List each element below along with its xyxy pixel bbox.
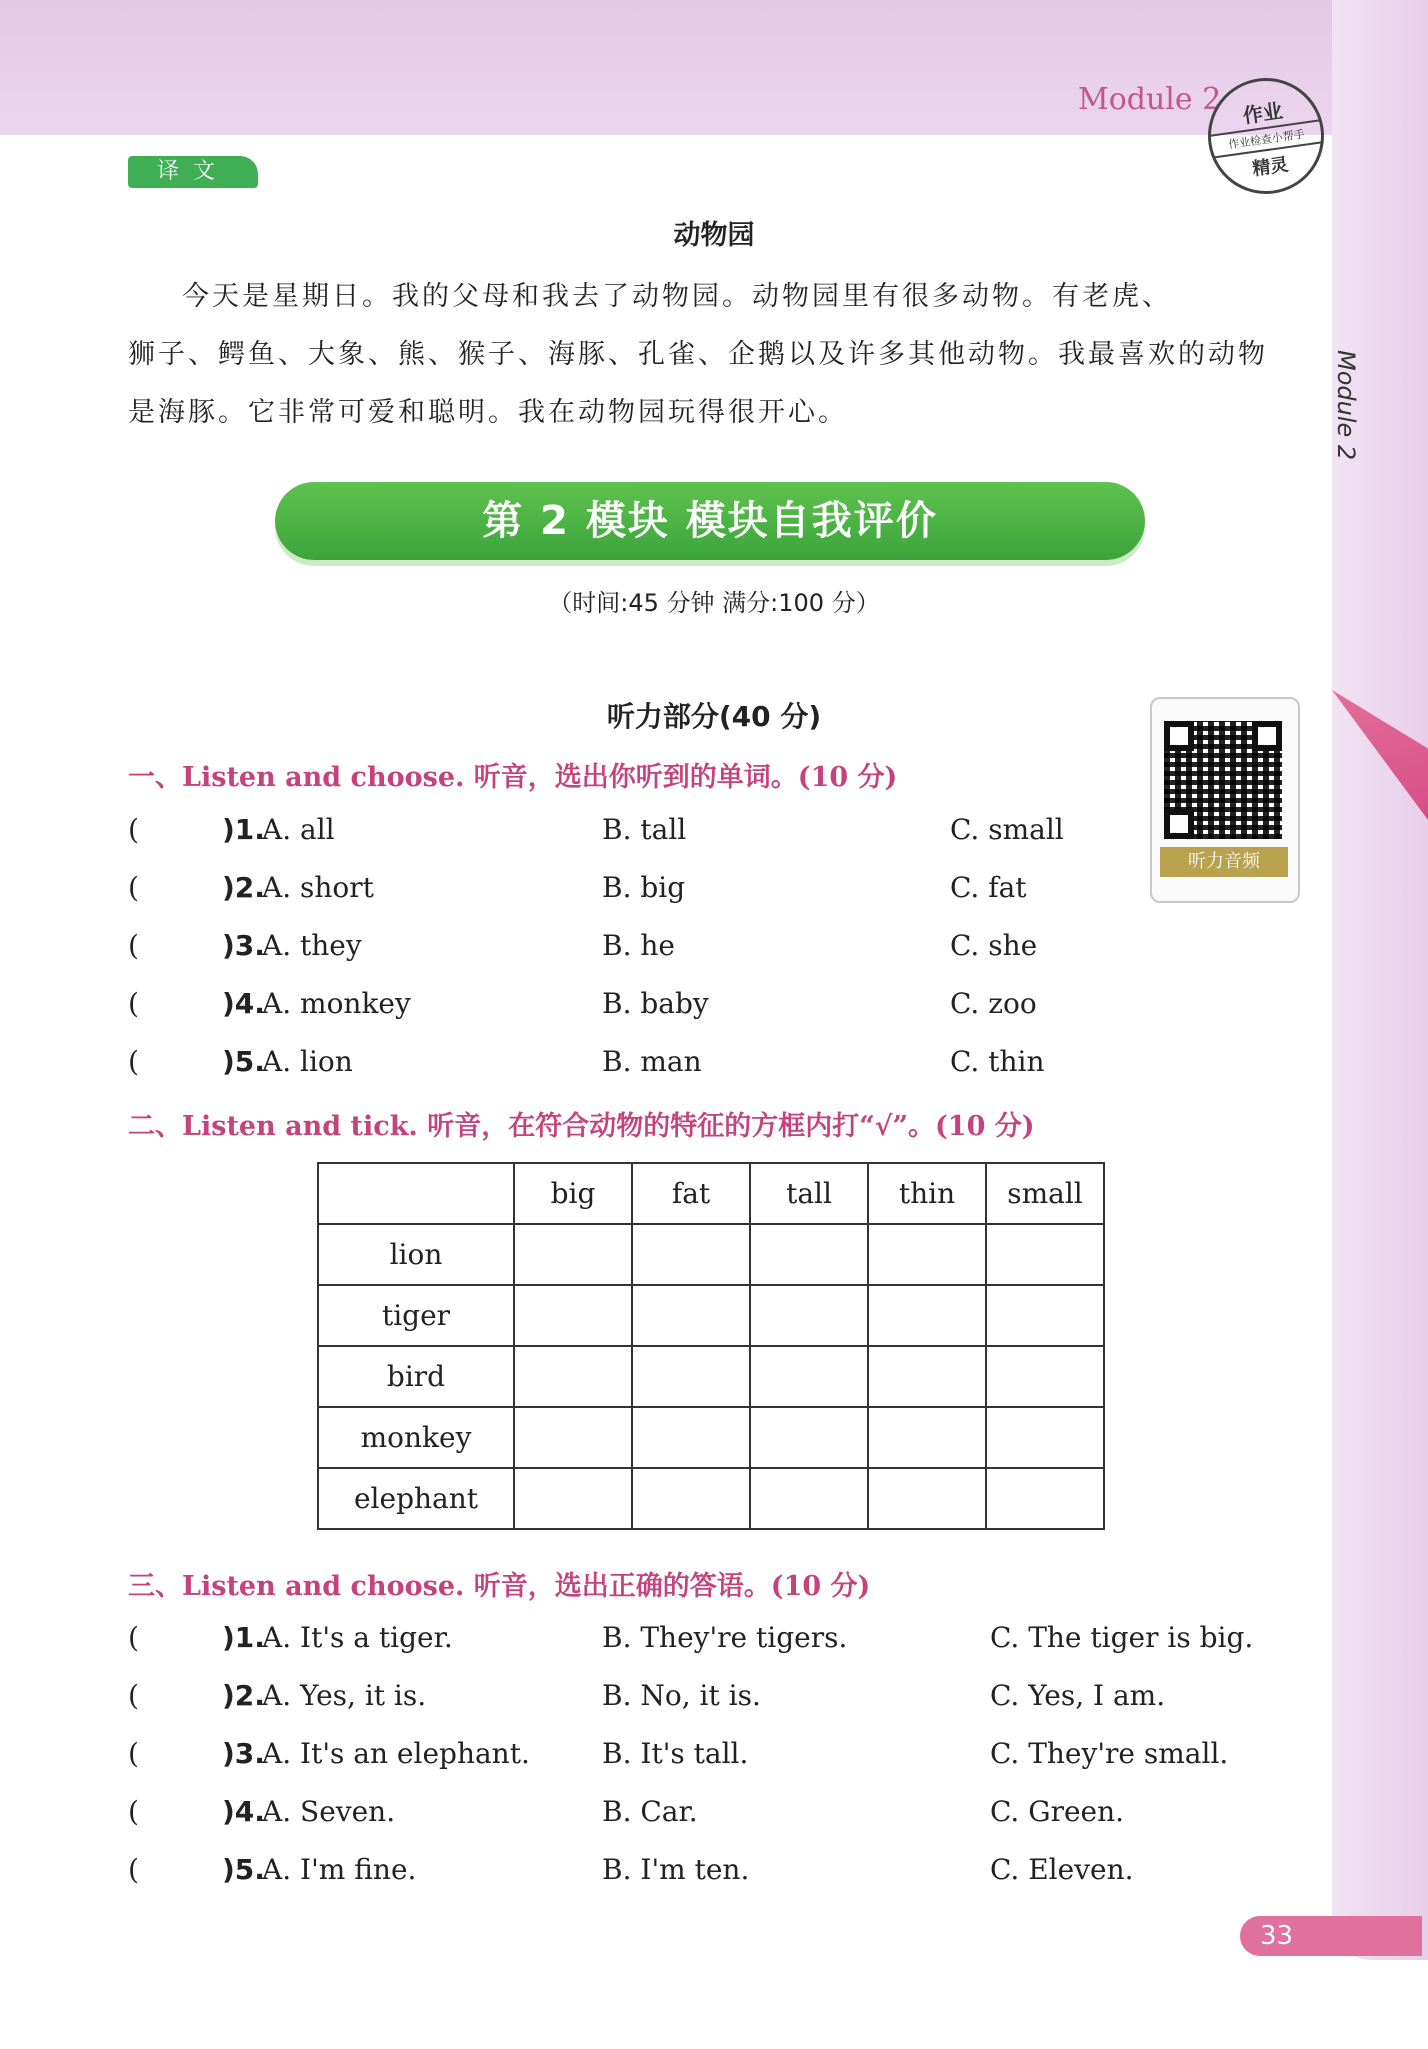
tick-box[interactable] — [632, 1346, 750, 1407]
tick-box[interactable] — [986, 1346, 1104, 1407]
option-c: C. she — [950, 929, 1038, 962]
translation-line: 今天是星期日。我的父母和我去了动物园。动物园里有很多动物。有老虎、 — [182, 281, 1172, 312]
table-row — [318, 1224, 1104, 1285]
row-header: monkey — [318, 1407, 514, 1468]
option-b: B. man — [602, 1045, 702, 1078]
column-header: fat — [632, 1163, 750, 1224]
qr-audio-card[interactable] — [1150, 697, 1300, 903]
option-b: B. It's tall. — [602, 1737, 749, 1770]
section2-title: 二、Listen and tick. 听音，在符合动物的特征的方框内打“√”。(10 分) — [128, 1111, 1035, 1142]
option-a: A. It's a tiger. — [262, 1621, 453, 1654]
option-a: A. Seven. — [262, 1795, 396, 1828]
qr-corner — [1252, 721, 1282, 751]
answer-blank[interactable]: ( — [128, 1853, 139, 1886]
table-corner-cell — [318, 1163, 514, 1224]
answer-blank[interactable]: ( — [128, 1679, 139, 1712]
qr-corner — [1164, 809, 1194, 839]
tick-box[interactable] — [868, 1346, 986, 1407]
question-number: )3. — [222, 1737, 265, 1770]
option-b: B. big — [602, 871, 686, 904]
row-header: elephant — [318, 1468, 514, 1529]
qr-audio-label: 听力音频 — [1160, 847, 1288, 877]
option-a: A. monkey — [262, 987, 411, 1020]
question-number: )2. — [222, 871, 265, 904]
table-row — [318, 1346, 1104, 1407]
question-number: )5. — [222, 1045, 265, 1078]
option-a: A. they — [262, 929, 362, 962]
translation-title: 动物园 — [673, 220, 755, 251]
column-header: big — [514, 1163, 632, 1224]
option-b: B. he — [602, 929, 675, 962]
stamp-middle-text: 作业检查小帮手 — [1210, 119, 1322, 158]
option-a: A. It's an elephant. — [262, 1737, 530, 1770]
option-c: C. thin — [950, 1045, 1045, 1078]
answer-blank[interactable]: ( — [128, 1795, 139, 1828]
question-number: )2. — [222, 1679, 265, 1712]
option-c: C. small — [950, 813, 1064, 846]
tick-box[interactable] — [750, 1407, 868, 1468]
section1-title: 一、Listen and choose. 听音，选出你听到的单词。(10 分) — [128, 762, 898, 793]
option-c: C. zoo — [950, 987, 1037, 1020]
right-decor-band — [1332, 0, 1428, 1960]
question-number: )1. — [222, 1621, 265, 1654]
answer-blank[interactable]: ( — [128, 929, 139, 962]
tick-box[interactable] — [750, 1224, 868, 1285]
tick-box[interactable] — [868, 1468, 986, 1529]
tick-box[interactable] — [514, 1285, 632, 1346]
row-header: lion — [318, 1224, 514, 1285]
tick-box[interactable] — [986, 1407, 1104, 1468]
question-number: )4. — [222, 987, 265, 1020]
option-b: B. I'm ten. — [602, 1853, 750, 1886]
table-row — [318, 1407, 1104, 1468]
option-a: A. lion — [262, 1045, 353, 1078]
tick-box[interactable] — [514, 1224, 632, 1285]
stamp-bottom-text: 精灵 — [1251, 154, 1290, 181]
option-a: A. Yes, it is. — [262, 1679, 427, 1712]
tick-box[interactable] — [632, 1468, 750, 1529]
option-c: C. fat — [950, 871, 1027, 904]
side-module-label: Module 2 — [1332, 350, 1360, 461]
table-header-row — [318, 1163, 1104, 1224]
translation-text — [128, 268, 1303, 442]
option-c: C. Green. — [990, 1795, 1125, 1828]
time-score-note: （时间:45 分钟 满分:100 分） — [548, 589, 880, 617]
tick-box[interactable] — [750, 1285, 868, 1346]
table-row — [318, 1468, 1104, 1529]
tick-box[interactable] — [514, 1407, 632, 1468]
tick-box[interactable] — [868, 1407, 986, 1468]
tick-box[interactable] — [632, 1285, 750, 1346]
option-a: A. short — [262, 871, 374, 904]
question-number: )5. — [222, 1853, 265, 1886]
answer-blank[interactable]: ( — [128, 871, 139, 904]
tick-box[interactable] — [986, 1468, 1104, 1529]
answer-blank[interactable]: ( — [128, 987, 139, 1020]
column-header: tall — [750, 1163, 868, 1224]
option-c: C. They're small. — [990, 1737, 1229, 1770]
tick-box[interactable] — [514, 1468, 632, 1529]
tick-box[interactable] — [986, 1224, 1104, 1285]
option-c: C. Eleven. — [990, 1853, 1134, 1886]
stamp-top-text: 作业 — [1241, 98, 1285, 128]
row-header: tiger — [318, 1285, 514, 1346]
option-b: B. No, it is. — [602, 1679, 761, 1712]
tick-table — [317, 1162, 1105, 1530]
tick-box[interactable] — [632, 1407, 750, 1468]
question-number: )4. — [222, 1795, 265, 1828]
tick-box[interactable] — [750, 1346, 868, 1407]
question-number: )3. — [222, 929, 265, 962]
column-header: small — [986, 1163, 1104, 1224]
option-c: C. Yes, I am. — [990, 1679, 1166, 1712]
module-header: Module 2 — [1078, 82, 1222, 117]
option-b: B. baby — [602, 987, 709, 1020]
table-row — [318, 1285, 1104, 1346]
option-c: C. The tiger is big. — [990, 1621, 1254, 1654]
translation-badge: 译文 — [128, 156, 258, 188]
tick-box[interactable] — [986, 1285, 1104, 1346]
translation-line: 是海豚。它非常可爱和聪明。我在动物园玩得很开心。 — [128, 397, 848, 428]
tick-box[interactable] — [868, 1285, 986, 1346]
section3-title: 三、Listen and choose. 听音，选出正确的答语。(10 分) — [128, 1571, 871, 1602]
qr-corner — [1164, 721, 1194, 751]
listening-heading: 听力部分(40 分) — [606, 700, 822, 733]
option-b: B. They're tigers. — [602, 1621, 848, 1654]
tick-box[interactable] — [750, 1468, 868, 1529]
option-b: B. tall — [602, 813, 687, 846]
row-header: bird — [318, 1346, 514, 1407]
tick-box[interactable] — [632, 1224, 750, 1285]
module-evaluation-banner: 第 2 模块 模块自我评价 — [275, 482, 1145, 560]
answer-blank[interactable]: ( — [128, 1621, 139, 1654]
tick-box[interactable] — [868, 1224, 986, 1285]
option-b: B. Car. — [602, 1795, 698, 1828]
column-header: thin — [868, 1163, 986, 1224]
answer-blank[interactable]: ( — [128, 813, 139, 846]
answer-blank[interactable]: ( — [128, 1045, 139, 1078]
option-a: A. I'm fine. — [262, 1853, 417, 1886]
page-number: 33 — [1240, 1916, 1422, 1956]
translation-line: 狮子、鳄鱼、大象、熊、猴子、海豚、孔雀、企鹅以及许多其他动物。我最喜欢的动物 — [128, 339, 1268, 370]
answer-blank[interactable]: ( — [128, 1737, 139, 1770]
tick-box[interactable] — [514, 1346, 632, 1407]
option-a: A. all — [262, 813, 335, 846]
question-number: )1. — [222, 813, 265, 846]
